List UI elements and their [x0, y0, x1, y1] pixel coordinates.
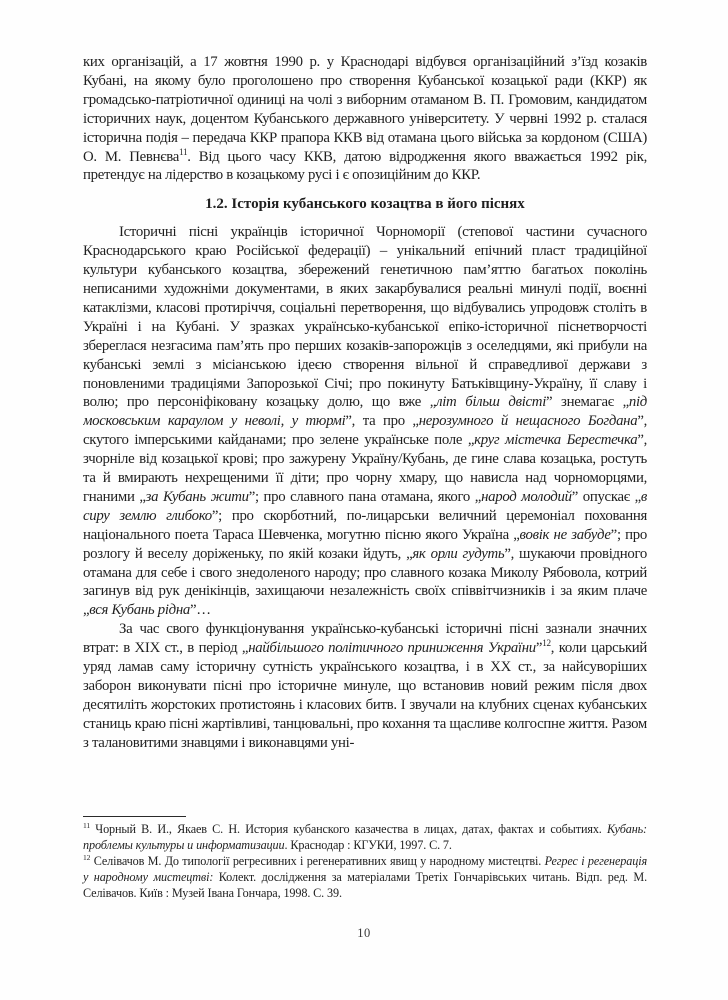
footnote-separator: [83, 816, 186, 817]
page-number: 10: [357, 926, 371, 940]
paragraph-continuation: ких організацій, а 17 жовтня 1990 р. у Краснодарі відбувся організаційний з’їзд козаків Кубані, на якому було проголошено про створення Кубанської козацької ради (ККР) як громадсько-патріотичної одиниці на чолі з виборним отаманом В. П. Громовим, кандидатом історичних наук, доцентом Кубанського державного університету. У червні 1992 р. сталася історична подія – передача ККР прапора ККВ від отамана цього війська за кордоном (США) О. М. Певнєва$^{11}$. Від цього часу ККВ, датою відродження якого вважається 1992 рік, претендує на лідерство в козацькому русі і є опозиційним до ККР.: [83, 54, 647, 184]
footnotes-block: [83, 816, 647, 902]
paragraph: Історичні пісні українців історичної Чорноморії (степової частини сучасного Краснодарського краю Російської федерації) – унікальний епічний пласт традиційної культури кубанського козацтва, збережений генетичною пам’яттю багатьох поколінь неписаними художніми документами, в яких закарбувалися реальні минулі події, воєнні катаклізми, класові протиріччя, соціальні перетворення, що відбувались упродовж століть в Україні і на Кубані. У зразках українсько-кубанської епіко-історичної піснетворчості збереглася незгасима пам’ять про перших козаків-запорожців з оселедцями, які прибули на кубанські землі з місіанською ідеєю створення вільної й справедливої держави з поновленими традиціями Запорозької Січі; про покинуту Батьківщину-Україну, її славу і волю; про персоніфіковану козацьку долю, що вже „літ більш двісті” знемагає „під московським караулом у неволі, у тюрмі”, та про „нерозумного й нещасного Богдана”, скутого імперськими кайданами; про зелене українське поле „круг містечка Берестечка”, зчорніле від козацької крові; про зажурену Україну/Кубань, де гине слава козацька, ростуть та й вмирають нехрещеними її діти; про чорну хмару, що нависла над чорноморцями, гнаними „за Кубань жити”; про славного пана отамана, якого „народ молодий” опускає „в сиру землю глибоко”; про скорботний, по-лицарськи величний церемоніал поховання національного поета Тараса Шевченка, могутню пісню якого Україна „вовік не забуде”; про розлогу й веселу доріженьку, по якій козаки йдуть, „як орли гудуть”, шукаючи провідного отамана для себе і свого знедоленого народу; про славного козака Миколу Рябовола, котрий загинув від рук денікінців, захищаючи незалежність своїх співвітчизників і за яким плаче „вся Кубань рідна”…: [83, 224, 647, 619]
footnote: $^{11}$ Чорный В. И., Якаев С. Н. История кубанского казачества в лицах, датах, фактах и событиях. Кубань: проблемы культуры и информатизации. Краснодар : КГУКИ, 1997. С. 7.: [83, 820, 647, 852]
section-heading: 1.2. Історія кубанського козацтва в його піснях: [205, 196, 525, 213]
paragraph: За час свого функціонування українсько-кубанські історичні пісні зазнали значних втрат: в XIX ст., в період „найбільшого політичного приниження України”$^{12}$, коли царський уряд ламав саму історичну сутність українського козацтва, і в XX ст., за найсуворіших заборон виконувати пісні про історичне минуле, що встановив новий режим після двох десятиліть жорстоких протистоянь і класових битв. І звучали на клубних сценах кубанських станиць краю пісні жартівливі, танцювальні, про кохання та щасливе колгоспне життя. Разом з талановитими знавцями і виконавцями уні-: [83, 621, 647, 751]
footnote: $^{12}$ Селівачов М. До типології регресивних і регенеративних явищ у народному мистецтві. Регрес і регенерація у народному мистецтві: Колект. дослідження за матеріалами Третіх Гончарівських читань. Відп. ред. М. Селівачов. Київ : Музей Івана Гончара, 1998. С. 39.: [83, 852, 647, 900]
body-text-block: [83, 53, 647, 813]
